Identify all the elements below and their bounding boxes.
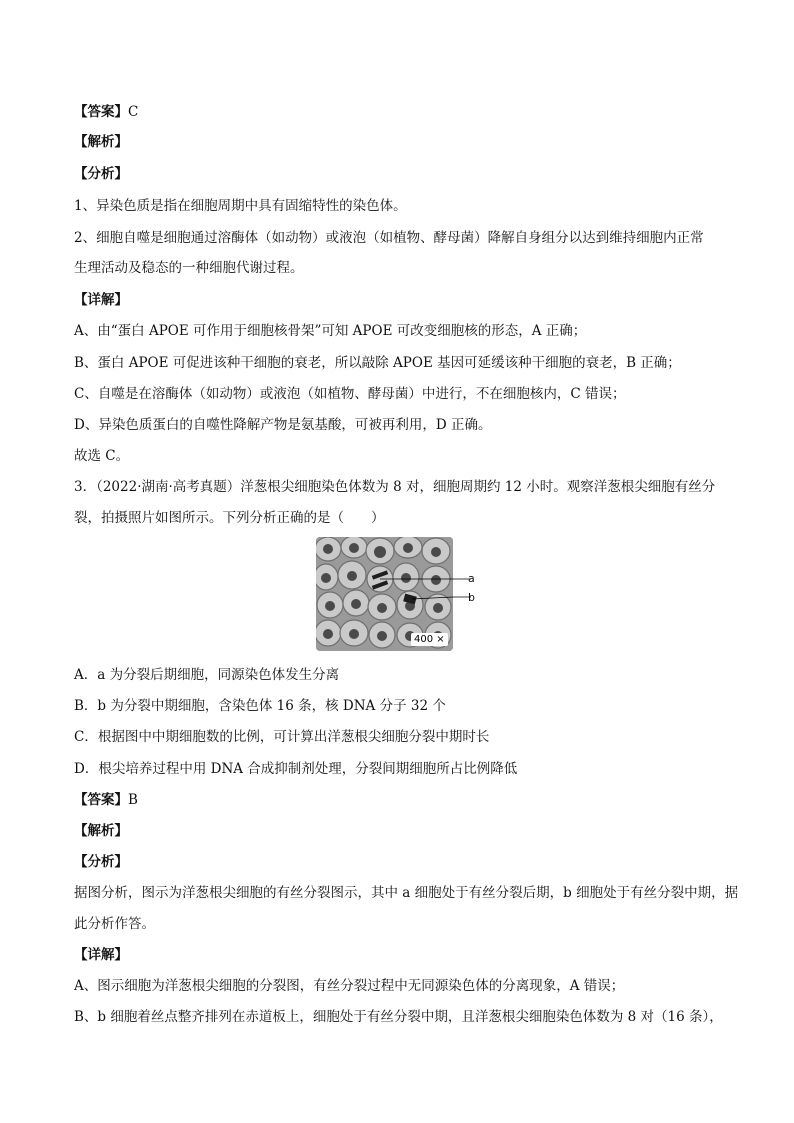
q2-point-2-cont: 生理活动及稳态的一种细胞代谢过程。 [74,260,304,276]
q3-stem-line-2: 裂，拍摄照片如图所示。下列分析正确的是（ ） [74,510,385,526]
label-a: a [468,572,475,585]
q3-option-b: B．b 为分裂中期细胞，含染色体 16 条，核 DNA 分子 32 个 [74,698,446,714]
q3-option-c: C．根据图中中期细胞数的比例，可计算出洋葱根尖细胞分裂中期时长 [74,729,490,745]
q3-answer-row [74,791,138,809]
micrograph-image [316,537,453,651]
q3-answer-value: B [128,792,138,808]
q2-answer-label: 【答案】 [74,104,128,120]
label-b: b [468,591,475,604]
q2-point-2: 2、细胞自噬是细胞通过溶酶体（如动物）或液泡（如植物、酵母菌）降解自身组分以达到维持细胞内正常 [74,230,704,246]
q2-detail-d: D、异染色质蛋白的自噬性降解产物是氨基酸，可被再利用，D 正确。 [74,417,492,433]
q2-answer-value: C [128,104,139,120]
q3-detail-a: A、图示细胞为洋葱根尖细胞的分裂图，有丝分裂过程中无同源染色体的分离现象，A 错误； [74,978,625,994]
q2-analysis-label: 【解析】 [74,134,128,150]
q3-analysis-label: 【解析】 [74,823,128,839]
q3-answer-label: 【答案】 [74,792,128,808]
q3-fenxi-label: 【分析】 [74,854,128,870]
q2-point-1: 1、异染色质是指在细胞周期中具有固缩特性的染色体。 [74,198,407,214]
q3-option-a: A．a 为分裂后期细胞，同源染色体发生分离 [74,667,340,683]
q3-option-d: D．根尖培养过程中用 DNA 合成抑制剂处理，分裂间期细胞所占比例降低 [74,761,518,777]
q2-answer-row [74,103,138,121]
q2-detail-a: A、由“蛋白 APOE 可作用于细胞核骨架”可知 APOE 可改变细胞核的形态，A 正确； [74,323,587,339]
q3-stem-line-1: 3．（2022·湖南·高考真题）洋葱根尖细胞染色体数为 8 对，细胞周期约 12 小时。观察洋葱根尖细胞有丝分 [74,479,716,495]
q2-fenxi-label: 【分析】 [74,166,128,182]
q2-conclusion: 故选 C。 [74,448,130,464]
q2-detail-b: B、蛋白 APOE 可促进该种干细胞的衰老，所以敲除 APOE 基因可延缓该种干细胞的衰老，B 正确； [74,355,681,371]
q3-detail-b: B、b 细胞着丝点整齐排列在赤道板上，细胞处于有丝分裂中期，且洋葱根尖细胞染色体数为 8 对（16 条）， [74,1009,723,1025]
micrograph-figure [316,537,478,651]
magnification-label: 400 × [411,633,448,646]
q2-detail-c: C、自噬是在溶酶体（如动物）或液泡（如植物、酵母菌）中进行，不在细胞核内，C 错误； [74,386,626,402]
q3-detail-label: 【详解】 [74,947,128,963]
q3-fenxi-text: 据图分析，图示为洋葱根尖细胞的有丝分裂图示，其中 a 细胞处于有丝分裂后期，b 细胞处于有丝分裂中期，据此分析作答。 [74,885,739,932]
q2-detail-label: 【详解】 [74,292,128,308]
